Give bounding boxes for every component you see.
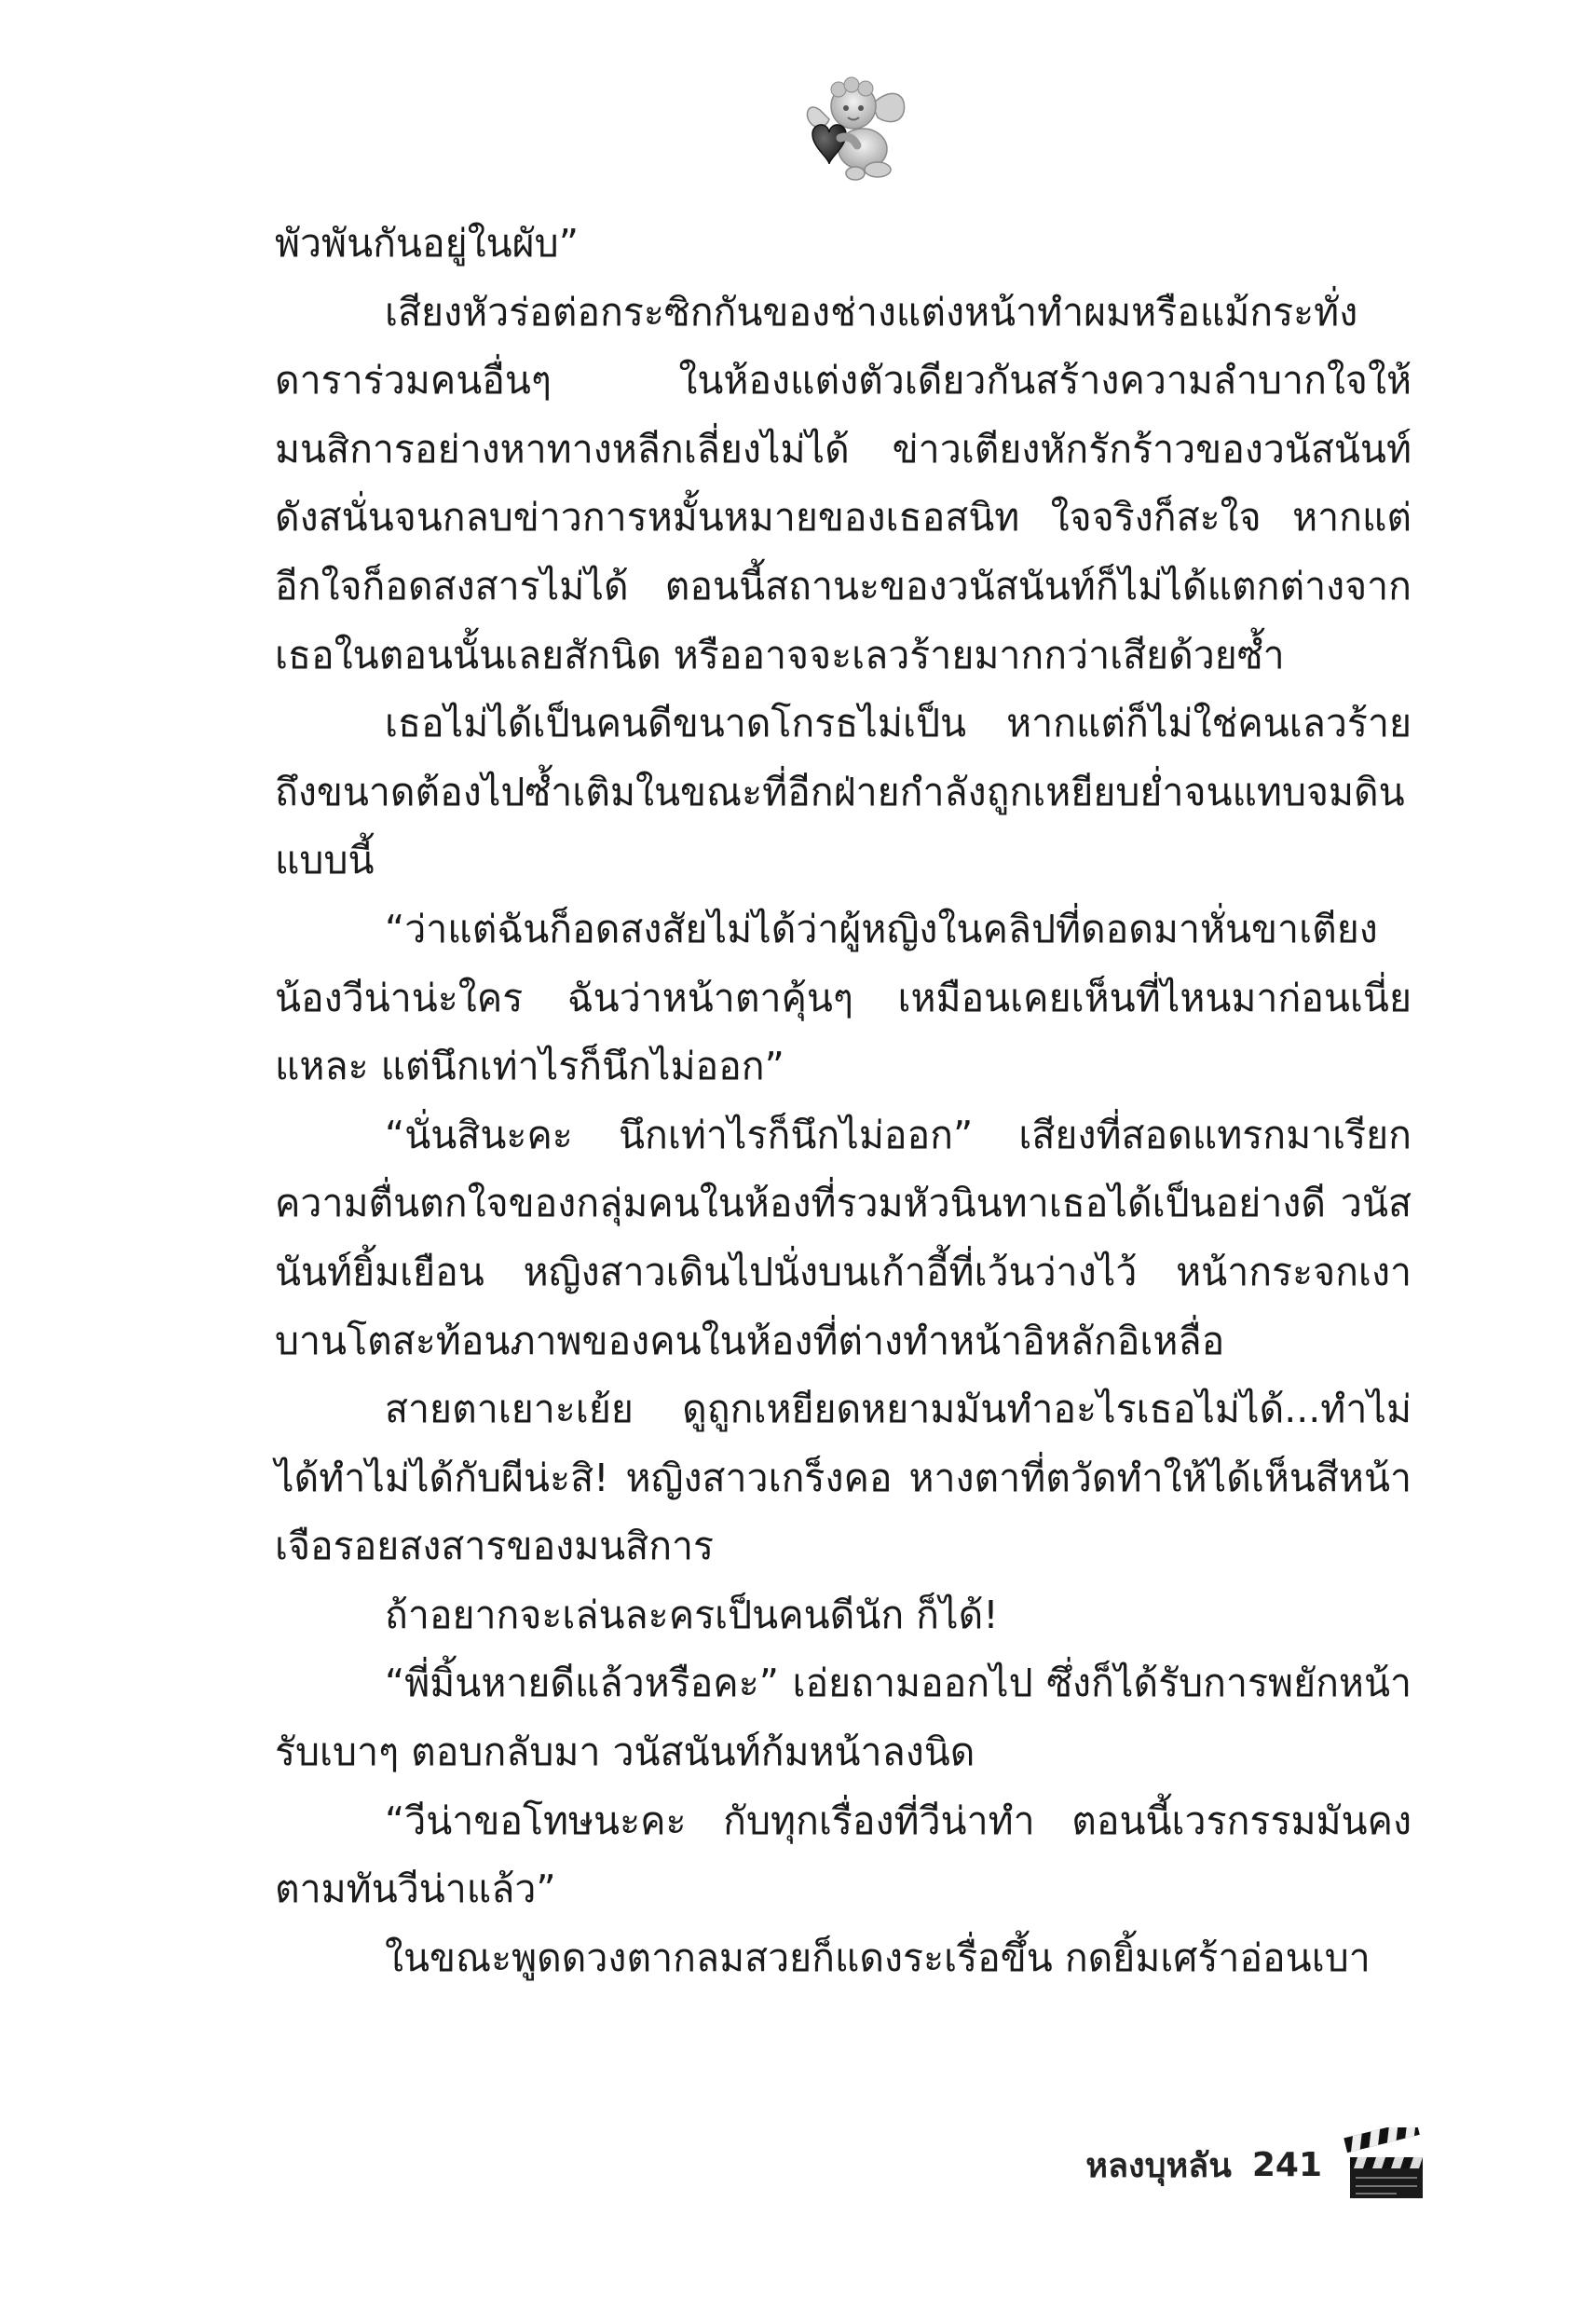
paragraph: “นั่นสินะคะ นึกเท่าไรก็นึกไม่ออก” เสียงที่สอดแทรกมาเรียกความตื่นตกใจของกลุ่มคนในห้องที่รวมหัวนินทาเธอได้เป็นอย่างดี วนัสนันท์ยิ้มเยือน หญิงสาวเดินไปนั่งบนเก้าอี้ที่เว้นว่างไว้ หน้ากระจกเงาบานโตสะท้อนภาพของคนในห้องที่ต่างทำหน้าอิหลักอิเหลื่อ <box>275 1112 1412 1363</box>
paragraph: “พี่มิ้นหายดีแล้วหรือคะ” เอ่ยถามออกไป ซึ่งก็ได้รับการพยักหน้ารับเบาๆ ตอบกลับมา วนัสนันท์ก้มหน้าลงนิด <box>275 1661 1412 1775</box>
paragraph: ในขณะพูดดวงตากลมสวยก็แดงระเรื่อขึ้น กดยิ้มเศร้าอ่อนเบา <box>385 1935 1371 1980</box>
film-clapperboard-icon <box>1343 2127 1428 2202</box>
paragraph: เสียงหัวร่อต่อกระซิกกันของช่างแต่งหน้าทำผมหรือแม้กระทั่งดาราร่วมคนอื่นๆ ในห้องแต่งตัวเดียวกันสร้างความลำบากใจให้มนสิการอย่างหาทางหลีกเลี่ยงไม่ได้ ข่าวเตียงหักรักร้าวของวนัสนันท์ดังสนั่นจนกลบข่าวการหมั้นหมายของเธอสนิท ใจจริงก็สะใจ หากแต่อีกใจก็อดสงสารไม่ได้ ตอนนี้สถานะของวนัสนันท์ก็ไม่ได้แตกต่างจากเธอในตอนนั้นเลยสักนิด หรืออาจจะเลวร้ายมากกว่าเสียด้วยซ้ำ <box>275 289 1412 677</box>
paragraph: เธอไม่ได้เป็นคนดีขนาดโกรธไม่เป็น หากแต่ก็ไม่ใช่คนเลวร้ายถึงขนาดต้องไปซ้ำเติมในขณะที่อีกฝ่ายกำลังถูกเหยียบย่ำจนแทบจมดินแบบนี้ <box>275 701 1412 883</box>
paragraph: พัวพันกันอยู่ในผับ” <box>275 221 579 266</box>
paragraph: สายตาเยาะเย้ย ดูถูกเหยียดหยามมันทำอะไรเธอไม่ได้...ทำไม่ได้ทำไม่ได้กับผีน่ะสิ! หญิงสาวเกร็งคอ หางตาที่ตวัดทำให้ได้เห็นสีหน้าเจือรอยสงสารของมนสิการ <box>275 1387 1412 1569</box>
story-text <box>275 210 1412 1992</box>
page-number: 241 <box>1251 2145 1322 2184</box>
cupid-with-heart-icon <box>799 73 911 185</box>
paragraph: “ว่าแต่ฉันก็อดสงสัยไม่ได้ว่าผู้หญิงในคลิปที่ดอดมาหั่นขาเตียงน้องวีน่าน่ะใคร ฉันว่าหน้าตาคุ้นๆ เหมือนเคยเห็นที่ไหนมาก่อนเนี่ยแหละ แต่นึกเท่าไรก็นึกไม่ออก” <box>275 906 1412 1089</box>
book-title: หลงบุหลัน <box>1085 2146 1232 2185</box>
paragraph: “วีน่าขอโทษนะคะ กับทุกเรื่องที่วีน่าทำ ตอนนี้เวรกรรมมันคงตามทันวีน่าแล้ว” <box>275 1798 1412 1912</box>
page-footer <box>1085 2123 1428 2207</box>
paragraph: ถ้าอยากจะเล่นละครเป็นคนดีนัก ก็ได้! <box>385 1592 999 1637</box>
